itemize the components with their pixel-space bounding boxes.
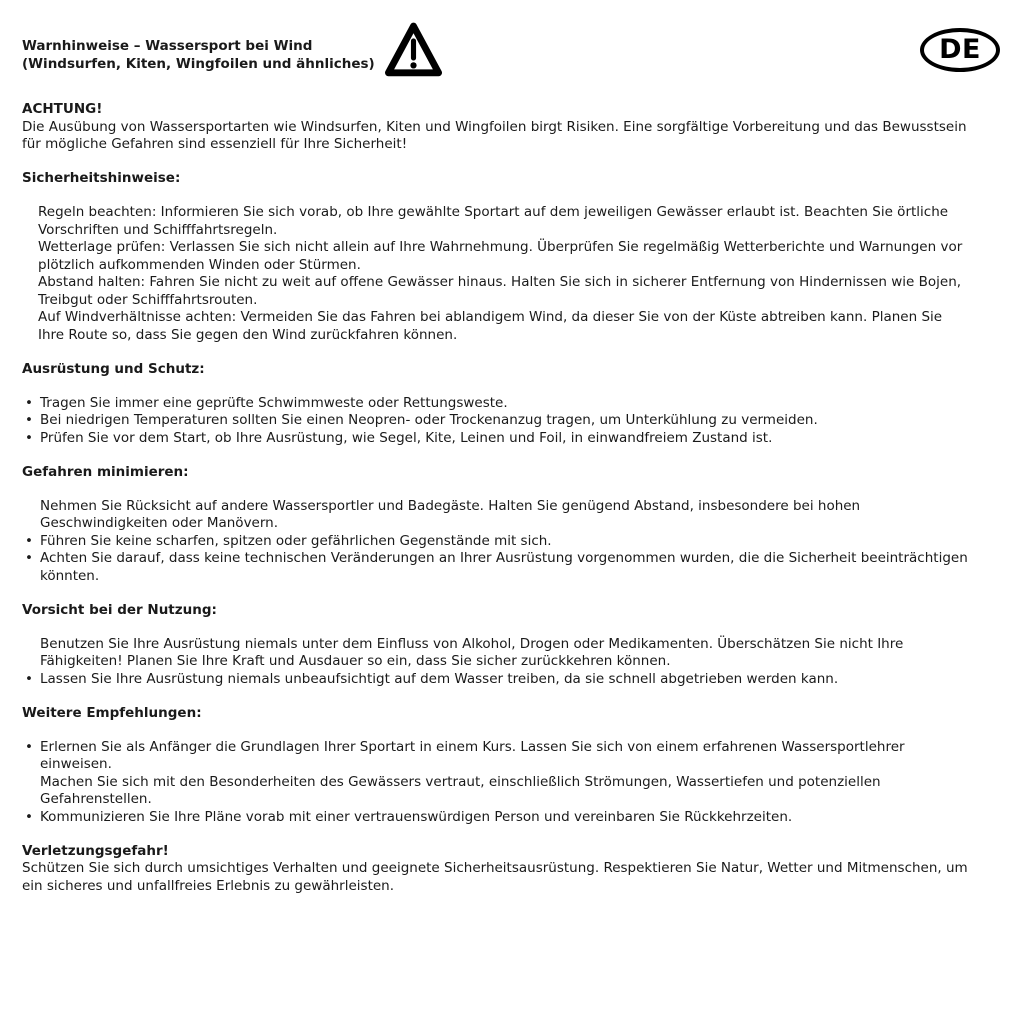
list-item: • Prüfen Sie vor dem Start, ob Ihre Ausrüstung, wie Segel, Kite, Leinen und Foil, in einwandfreiem Zustand ist.: [22, 430, 972, 448]
list-item: • Bei niedrigen Temperaturen sollten Sie einen Neopren- oder Trockenanzug tragen, um Unterkühlung zu vermeiden.: [22, 412, 972, 430]
minimize-list: [22, 533, 972, 586]
caution-list: [22, 671, 972, 689]
list-item-text: Machen Sie sich mit den Besonderheiten des Gewässers vertraut, einschließlich Strömungen, Wassertiefen und potenziellen Gefahrenstellen.: [40, 773, 881, 807]
document-header: [22, 34, 981, 85]
section-equipment: [22, 361, 972, 448]
list-item: Auf Windverhältnisse achten: Vermeiden Sie das Fahren bei ablandigem Wind, da dieser Sie von der Küste abtreiben kann. Planen Sie Ihre Route so, dass Sie gegen den Wind zurückfahren können.: [38, 309, 943, 343]
warning-triangle-icon: [385, 21, 442, 85]
title-line-1: Warnhinweise – Wassersport bei Wind: [22, 38, 313, 54]
list-item: Regeln beachten: Informieren Sie sich vorab, ob Ihre gewählte Sportart auf dem jeweiligen Gewässer erlaubt ist. Beachten Sie örtliche Vorschriften und Schifffahrtsregeln.: [38, 204, 949, 238]
safety-heading: Sicherheitshinweise:: [22, 170, 181, 186]
section-injury-risk: [22, 843, 972, 896]
list-item: • Lassen Sie Ihre Ausrüstung niemals unbeaufsichtigt auf dem Wasser treiben, da sie schnell abgetrieben werden kann.: [22, 671, 972, 689]
equipment-heading: Ausrüstung und Schutz:: [22, 360, 205, 377]
equipment-list: [22, 395, 972, 448]
caution-heading: Vorsicht bei der Nutzung:: [22, 601, 217, 618]
section-usage-caution: [22, 602, 972, 689]
minimize-intro: Nehmen Sie Rücksicht auf andere Wassersportler und Badegäste. Halten Sie genügend Abstand, insbesondere bei hohen Geschwindigkeiten oder Manövern.: [40, 497, 861, 531]
minimize-heading: Gefahren minimieren:: [22, 463, 189, 480]
list-item: Abstand halten: Fahren Sie nicht zu weit auf offene Gewässer hinaus. Halten Sie sich in sicherer Entfernung von Hindernissen wie Bojen, Treibgut oder Schifffahrtsrouten.: [38, 274, 962, 308]
list-item: • Führen Sie keine scharfen, spitzen oder gefährlichen Gegenstände mit sich.: [22, 533, 972, 551]
list-item: • Tragen Sie immer eine geprüfte Schwimmweste oder Rettungsweste.: [22, 395, 972, 413]
de-oval-badge: DE: [920, 28, 1000, 72]
list-item: Wetterlage prüfen: Verlassen Sie sich nicht allein auf Ihre Wahrnehmung. Überprüfen Sie regelmäßig Wetterberichte und Warnungen vor plötzlich aufkommenden Winden oder Stürmen.: [38, 239, 963, 273]
injury-body: Schützen Sie sich durch umsichtiges Verhalten und geeignete Sicherheitsausrüstung. Respektieren Sie Natur, Wetter und Mitmenschen, um ein sicheres und unfallfreies Erlebnis zu gewährleisten.: [22, 860, 968, 894]
attention-heading: ACHTUNG!: [22, 101, 103, 117]
recommendations-list: [22, 739, 972, 827]
safety-list: [22, 204, 972, 344]
section-safety-notes: [22, 170, 972, 344]
title-line-2: (Windsurfen, Kiten, Wingfoilen und ähnliches): [22, 55, 375, 72]
section-recommendations: [22, 705, 972, 827]
injury-heading: Verletzungsgefahr!: [22, 842, 169, 859]
attention-body: Die Ausübung von Wassersportarten wie Windsurfen, Kiten und Wingfoilen birgt Risiken. Eine sorgfältige Vorbereitung und das Bewusstsein für mögliche Gefahren sind essenziell für Ihre Sicherheit!: [22, 118, 967, 152]
list-item-text: • Erlernen Sie als Anfänger die Grundlagen Ihrer Sportart in einem Kurs. Lassen Sie sich von einem erfahrenen Wassersportlehrer einweisen.: [40, 738, 905, 772]
recommendations-heading: Weitere Empfehlungen:: [22, 704, 202, 721]
section-minimize-risks: [22, 464, 972, 586]
section-attention: [22, 101, 972, 154]
list-item: • Achten Sie darauf, dass keine technischen Veränderungen an Ihrer Ausrüstung vorgenommen wurden, die die Sicherheit beeinträchtigen könnten.: [22, 550, 972, 585]
caution-intro: Benutzen Sie Ihre Ausrüstung niemals unter dem Einfluss von Alkohol, Drogen oder Medikamenten. Überschätzen Sie nicht Ihre Fähigkeiten! Planen Sie Ihre Kraft und Ausdauer so ein, dass Sie sicher zurückkehren können.: [40, 635, 904, 669]
list-item: • Kommunizieren Sie Ihre Pläne vorab mit einer vertrauenswürdigen Person und vereinbaren Sie Rückkehrzeiten.: [22, 809, 972, 827]
list-item: [22, 739, 972, 809]
document-title: [22, 38, 375, 73]
